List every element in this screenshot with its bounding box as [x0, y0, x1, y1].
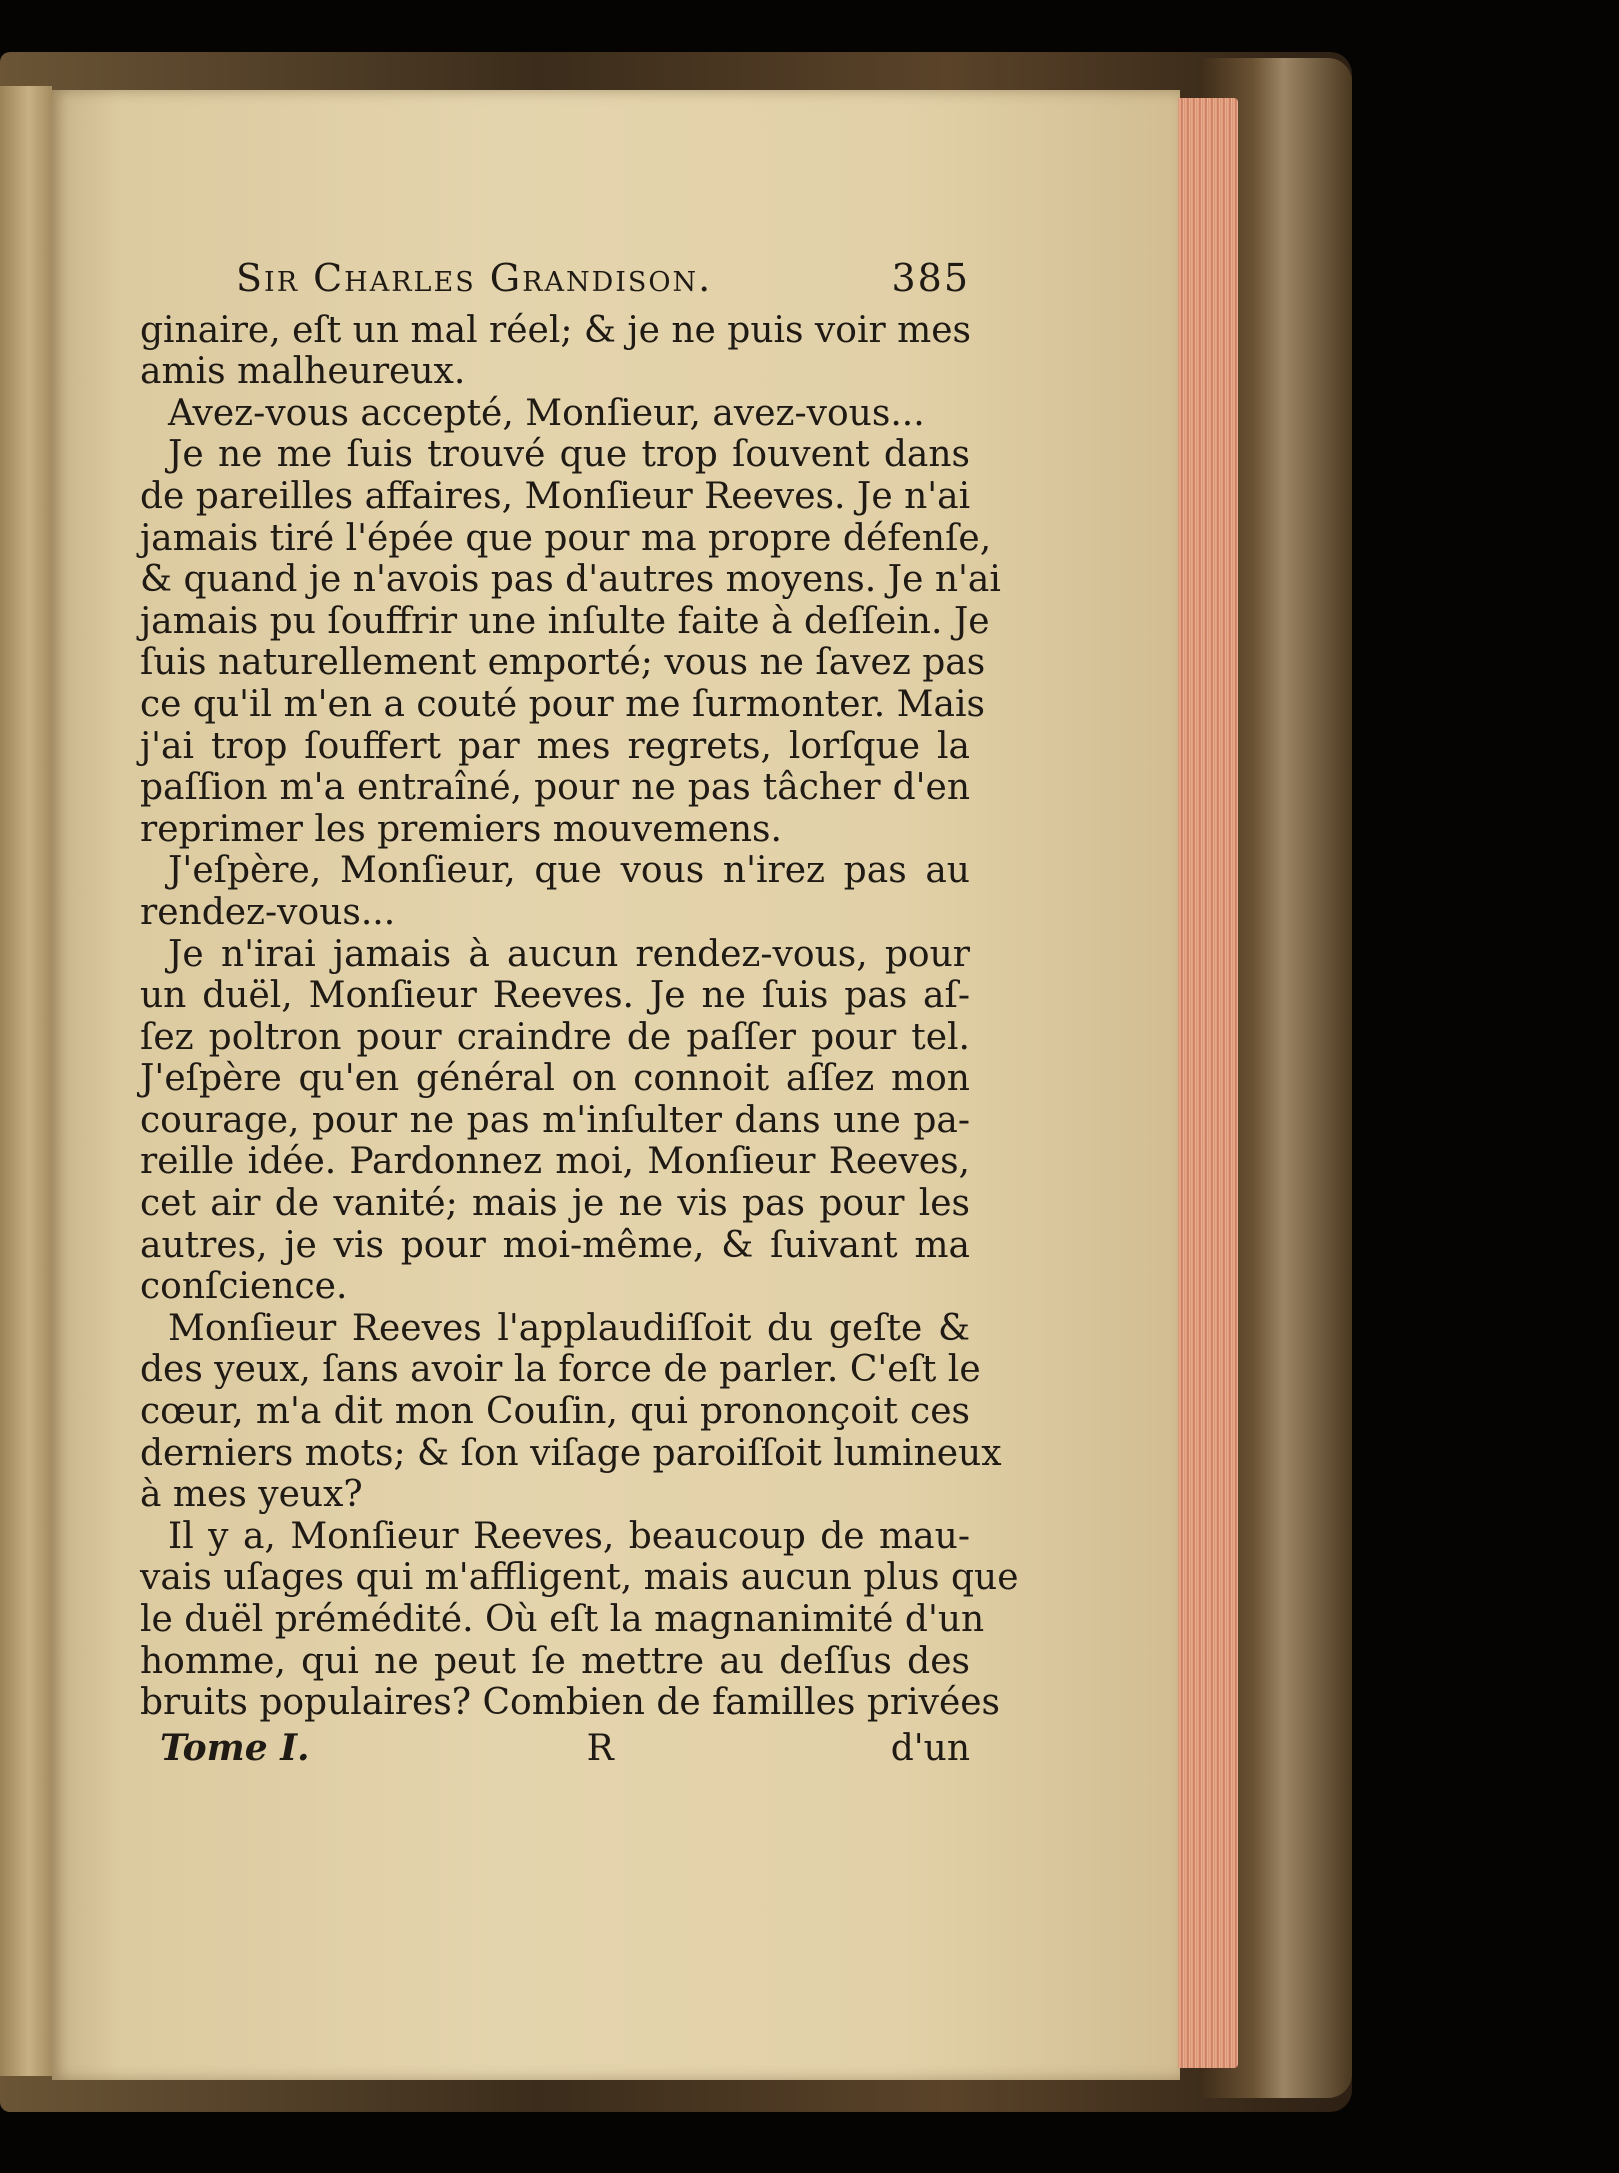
text-line: j'ai trop ſouffert par mes regrets, lorſque la [140, 725, 970, 767]
text-line: à mes yeux? [140, 1474, 363, 1516]
text-line: ce qu'il m'en a couté pour me ſurmonter. Mais [140, 683, 985, 725]
text-line: reprimer les premiers mouvemens. [140, 808, 782, 850]
text-line: Je ne me ſuis trouvé que trop ſouvent dans [168, 434, 970, 476]
text-line: ſez poltron pour craindre de paſſer pour tel. [140, 1016, 970, 1058]
text-line: cet air de vanité; mais je ne vis pas pour les [140, 1183, 970, 1225]
text-line: jamais pu ſouffrir une inſulte faite à deſſein. Je [140, 600, 990, 642]
text-line: conſcience. [140, 1266, 348, 1308]
text-line: Je n'irai jamais à aucun rendez-vous, pour [168, 933, 970, 975]
text-line: ginaire, eſt un mal réel; & je ne puis voir mes [140, 309, 972, 351]
text-line: Avez-vous accepté, Monſieur, avez-vous... [168, 392, 925, 434]
text-line: J'eſpère, Monſieur, que vous n'irez pas au [168, 850, 970, 892]
text-line: & quand je n'avois pas d'autres moyens. Je n'ai [140, 559, 1001, 601]
text-line: J'eſpère qu'en général on connoit aſſez mon [140, 1058, 970, 1100]
body-text [140, 309, 1019, 1724]
text-line: jamais tiré l'épée que pour ma propre défenſe, [140, 517, 992, 559]
text-line: vais uſages qui m'affligent, mais aucun plus que [140, 1557, 1019, 1599]
page-text-block [140, 256, 1019, 1769]
text-line: des yeux, ſans avoir la force de parler. C'eſt le [140, 1349, 981, 1391]
text-line: paſſion m'a entraîné, pour ne pas tâcher d'en [140, 767, 970, 809]
text-line: bruits populaires? Combien de familles privées [140, 1682, 1001, 1724]
text-line: le duël prémédité. Où eſt la magnanimité d'un [140, 1599, 985, 1640]
text-line: courage, pour ne pas m'inſulter dans une pa- [140, 1099, 970, 1141]
text-line: reille idée. Pardonnez moi, Monſieur Reeves, [140, 1141, 970, 1183]
text-line: autres, je vis pour moi-même, & ſuivant ma [140, 1224, 970, 1266]
running-head-title: Sir Charles Grandison. [236, 256, 713, 300]
text-line: homme, qui ne peut ſe mettre au deſſus des [140, 1640, 970, 1682]
page-number: 385 [891, 256, 970, 300]
text-line: amis malheureux. [140, 351, 466, 393]
running-head [236, 258, 970, 300]
text-line: derniers mots; & ſon viſage paroiſſoit lumineux [140, 1432, 1002, 1474]
text-line: rendez-vous... [140, 891, 396, 933]
previous-page-edge [0, 86, 52, 2076]
text-line: Monſieur Reeves l'applaudiſſoit du geſte & [168, 1307, 970, 1349]
text-line: de pareilles affaires, Monſieur Reeves. Je n'ai [140, 475, 971, 517]
text-line: cœur, m'a dit mon Couſin, qui prononçoit ces [140, 1391, 970, 1433]
volume-mark: Tome I. [160, 1726, 310, 1769]
text-line: Il y a, Monſieur Reeves, beaucoup de mau- [168, 1515, 970, 1557]
text-line: un duël, Monſieur Reeves. Je ne ſuis pas aſ- [140, 975, 970, 1017]
page-edges [1178, 98, 1238, 2068]
signature-mark: R [586, 1727, 614, 1769]
page-footer [140, 1728, 970, 1770]
text-line: ſuis naturellement emporté; vous ne ſavez pas [140, 642, 986, 684]
catchword: d'un [890, 1727, 970, 1769]
